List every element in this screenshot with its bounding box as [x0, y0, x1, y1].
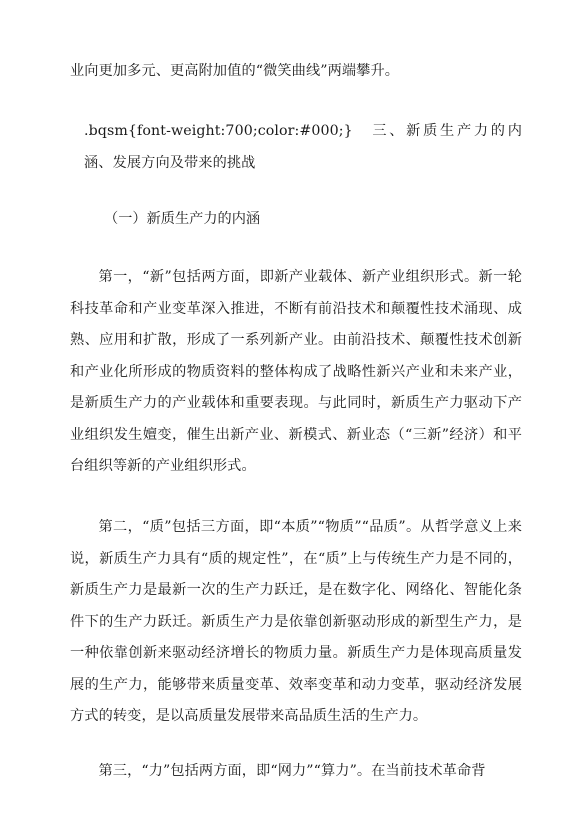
paragraph-continuation: 业向更加多元、更高附加值的“微笑曲线”两端攀升。 [70, 63, 400, 79]
section-heading: .bqsm{font-weight:700;color:#000;} 三、新质生产力的内涵、发展方向及带来的挑战 [84, 123, 522, 171]
paragraph-quality: 第二，“质”包括三方面，即“本质”“物质”“品质”。从哲学意义上来说，新质生产力具有“质的规定性”，在“质”上与传统生产力是不同的，新质生产力是最新一次的生产力跃迁，是在数字化、网络化、智能化条件下的生产力跃迁。新质生产力是依靠创新驱动形成的新型生产力，是一种依靠创新来驱动经济增长的物质力量。新质生产力是体现高质量发展的生产力，能够带来质量变革、效率变革和动力变革，驱动经济发展方式的转变，是以高质量发展带来高品质生活的生产力。 [70, 519, 522, 724]
paragraph-force: 第三，“力”包括两方面，即“网力”“算力”。在当前技术革命背 [98, 763, 486, 779]
subsection-heading: （一）新质生产力的内涵 [104, 211, 261, 227]
paragraph-new: 第一，“新”包括两方面，即新产业载体、新产业组织形式。新一轮科技革命和产业变革深入推进，不断有前沿技术和颠覆性技术涌现、成熟、应用和扩散，形成了一系列新产业。由前沿技术、颠覆性技术创新和产业化所形成的物质资料的整体构成了战略性新兴产业和未来产业，是新质生产力的产业载体和重要表现。与此同时，新质生产力驱动下产业组织发生嬗变，催生出新产业、新模式、新业态（“三新”经济）和平台组织等新的产业组织形式。 [70, 269, 522, 474]
